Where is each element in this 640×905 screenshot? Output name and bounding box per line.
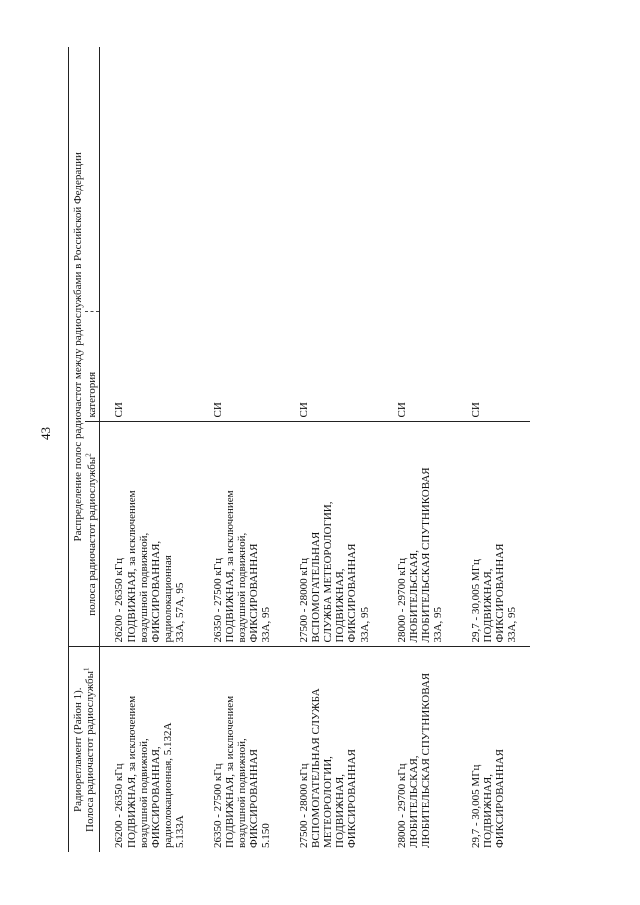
left-line: ЛЮБИТЕЛЬСКАЯ СПУТНИКОВАЯ (420, 672, 433, 848)
left-line: 5.133A (174, 815, 187, 848)
left-line: ФИКСИРОВАННАЯ (248, 749, 261, 848)
header-left-line2: Полоса радиочастот радиослужбы$^1$ (82, 667, 97, 832)
left-line: ПОДВИЖНАЯ, (334, 774, 347, 848)
header-left-line1: Радиорегламент (Район 1). (72, 687, 84, 813)
middle-line: воздушной подвижной, (137, 532, 150, 643)
left-line: воздушной подвижной, (137, 738, 150, 848)
middle-line: ПОДВИЖНАЯ, (334, 568, 347, 643)
middle-line: 27500 - 28000 кГц (297, 557, 310, 643)
middle-line: 33A, 95 (432, 607, 445, 643)
middle-line: 33A, 95 (358, 607, 371, 643)
row-category-cell (199, 312, 285, 422)
header-empty-cell (85, 47, 100, 312)
category-value: СИ (211, 402, 224, 418)
left-line: ПОДВИЖНАЯ, за исключением (223, 695, 236, 848)
row-empty-cell (285, 47, 383, 312)
row-left-cell (383, 647, 457, 852)
row-category-cell (383, 312, 457, 422)
table-body (100, 47, 531, 852)
middle-line: 33A, 95 (506, 607, 519, 643)
table-row (383, 47, 457, 852)
middle-line: 29,7 - 30,005 МГц (469, 559, 482, 643)
left-line: ПОДВИЖНАЯ, (481, 774, 494, 848)
header-band-cell: полоса радиочастот радиослужбы$^2$ (85, 422, 100, 647)
category-value: СИ (469, 402, 482, 418)
row-left-cell (457, 647, 531, 852)
middle-line: СЛУЖБА МЕТЕОРОЛОГИИ, (322, 501, 335, 643)
left-line: 29,7 - 30,005 МГц (469, 764, 482, 848)
middle-line: ПОДВИЖНАЯ, за исключением (125, 490, 138, 643)
header-category-cell: категория (85, 312, 100, 422)
rotated-table-area (68, 47, 628, 852)
middle-line: 26350 - 27500 кГц (211, 557, 224, 643)
row-category-cell (285, 312, 383, 422)
left-line: ЛЮБИТЕЛЬСКАЯ, (408, 755, 421, 848)
row-middle-cell (285, 422, 383, 647)
middle-line: ФИКСИРОВАННАЯ (346, 543, 359, 643)
left-line: ПОДВИЖНАЯ, за исключением (125, 695, 138, 848)
middle-line: радиолокационная (162, 555, 175, 643)
row-middle-cell (383, 422, 457, 647)
row-left-cell (285, 647, 383, 852)
left-line: ФИКСИРОВАННАЯ, (150, 746, 163, 848)
left-line: 26350 - 27500 кГц (211, 763, 224, 848)
left-line: ВСПОМОГАТЕЛЬНАЯ СЛУЖБА (309, 688, 322, 848)
row-empty-cell (199, 47, 285, 312)
left-line: 27500 - 28000 кГц (297, 763, 310, 848)
left-line: радиолокационная, 5.132A (162, 722, 175, 848)
header-row-top (69, 47, 86, 852)
category-value: СИ (297, 402, 310, 418)
frequency-allocation-table (68, 47, 530, 852)
middle-line: ФИКСИРОВАННАЯ (248, 543, 261, 643)
row-category-cell (457, 312, 531, 422)
left-line: воздушной подвижной, (236, 738, 249, 848)
middle-line: воздушной подвижной, (236, 532, 249, 643)
table-row (100, 47, 199, 852)
table-row (457, 47, 531, 852)
middle-line: 26200 - 26350 кГц (113, 557, 126, 643)
header-left-cell (69, 647, 100, 852)
row-empty-cell (457, 47, 531, 312)
middle-line: ЛЮБИТЕЛЬСКАЯ, (408, 549, 421, 643)
left-line: ФИКСИРОВАННАЯ (494, 749, 507, 848)
left-line: ФИКСИРОВАННАЯ (346, 749, 359, 848)
left-line: 26200 - 26350 кГц (113, 763, 126, 848)
row-category-cell (100, 312, 199, 422)
middle-line: 28000 - 29700 кГц (395, 557, 408, 643)
left-line: 28000 - 29700 кГц (395, 763, 408, 848)
left-line: МЕТЕОРОЛОГИИ, (322, 756, 335, 848)
middle-line: 33A, 57A, 95 (174, 582, 187, 643)
middle-line: ФИКСИРОВАННАЯ, (150, 540, 163, 643)
middle-line: ПОДВИЖНАЯ, за исключением (223, 490, 236, 643)
table-row (285, 47, 383, 852)
row-middle-cell (100, 422, 199, 647)
header-right-title: Распределение полос радиочастот между радиослужбами в Российской Федерации (69, 47, 86, 647)
row-empty-cell (100, 47, 199, 312)
row-empty-cell (383, 47, 457, 312)
middle-line: ВСПОМОГАТЕЛЬНАЯ (309, 531, 322, 643)
left-line: 5.150 (260, 823, 273, 848)
middle-line: ЛЮБИТЕЛЬСКАЯ СПУТНИКОВАЯ (420, 467, 433, 643)
table-row (199, 47, 285, 852)
category-value: СИ (395, 402, 408, 418)
page-number: 43 (38, 427, 53, 440)
middle-line: ПОДВИЖНАЯ, (481, 568, 494, 643)
category-value: СИ (113, 402, 126, 418)
middle-line: ФИКСИРОВАННАЯ (494, 543, 507, 643)
row-middle-cell (457, 422, 531, 647)
middle-line: 33A, 95 (260, 607, 273, 643)
row-left-cell (199, 647, 285, 852)
row-left-cell (100, 647, 199, 852)
row-middle-cell (199, 422, 285, 647)
